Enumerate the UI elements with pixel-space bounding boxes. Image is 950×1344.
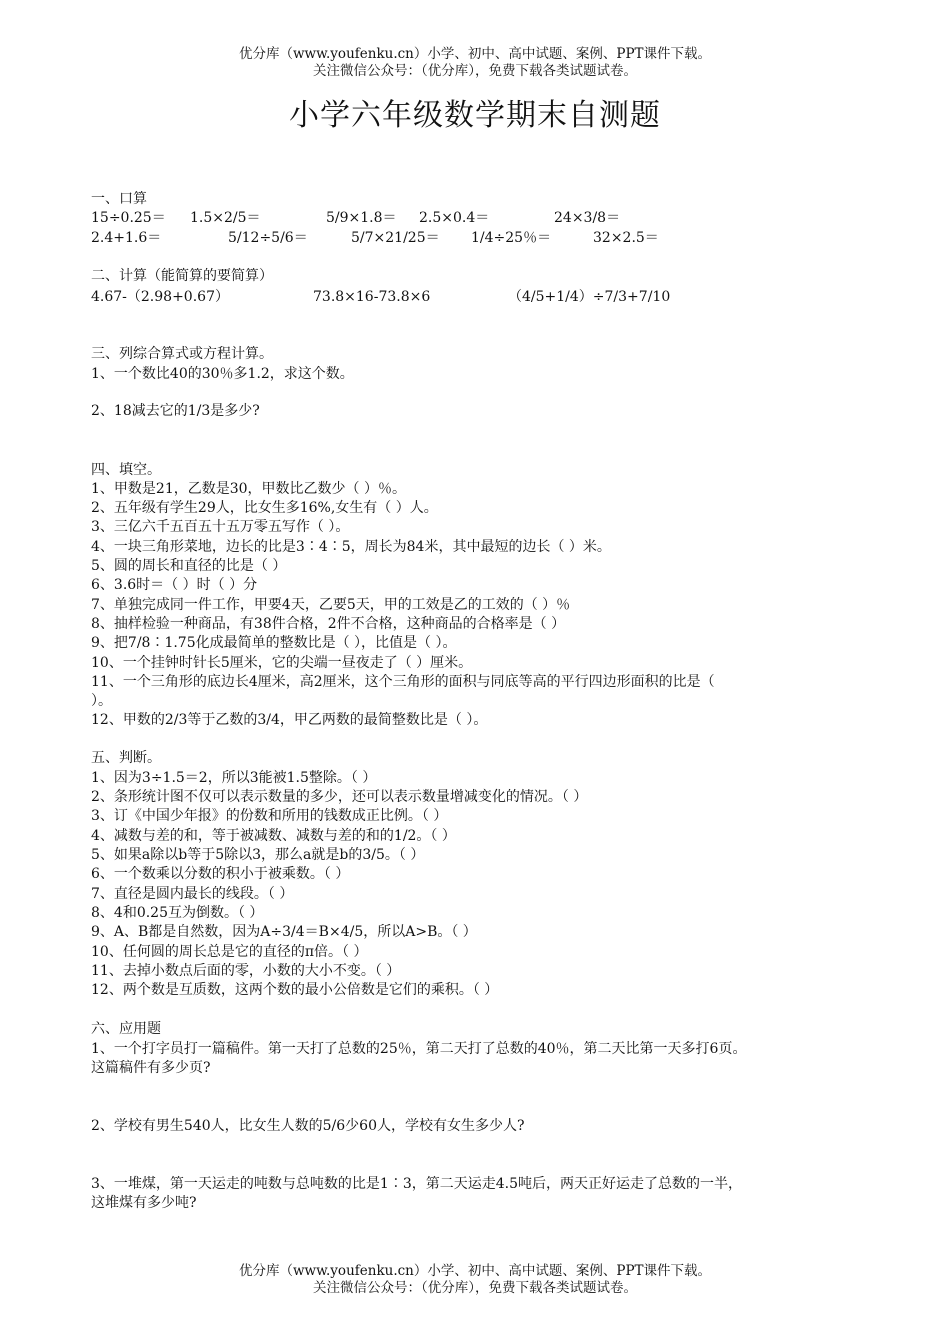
judge-item: 4、减数与差的和，等于被减数、减数与差的和的1/2。（ ） <box>91 828 456 844</box>
header-line-1: 优分库（www.youfenku.cn）小学、初中、高中试题、案例、PPT课件下载。 <box>238 46 712 62</box>
judge-item: 5、如果a除以b等于5除以3，那么a就是b的3/5。（ ） <box>91 847 425 863</box>
judge-item: 9、A、B都是自然数，因为A÷3/4＝B×4/5，所以A>B。（ ） <box>91 924 477 940</box>
fill-blank-item: 9、把7/8∶1.75化成最简单的整数比是（ ），比值是（ ）。 <box>91 635 457 651</box>
fill-blank-item: 11、一个三角形的底边长4厘米，高2厘米，这个三角形的面积与同底等高的平行四边形面积的比是（ <box>91 674 715 690</box>
oral-calc-item: 2.4+1.6＝ <box>91 230 162 246</box>
fill-blank-item: 6、3.6时＝（ ）时（ ）分 <box>91 577 258 593</box>
oral-calc-item: 5/9×1.8＝ <box>326 210 397 226</box>
word-problem: 1、一个打字员打一篇稿件。第一天打了总数的25％，第二天打了总数的40％，第二天比第一天多打6页。 <box>91 1041 747 1057</box>
fill-blank-item: 5、圆的周长和直径的比是（ ） <box>91 558 287 574</box>
word-problem-continued: 这堆煤有多少吨? <box>91 1195 197 1211</box>
fill-blank-item: 12、甲数的2/3等于乙数的3/4，甲乙两数的最简整数比是（ ）。 <box>91 712 488 728</box>
judge-item: 3、订《中国少年报》的份数和所用的钱数成正比例。（ ） <box>91 808 448 824</box>
footer-line-1: 优分库（www.youfenku.cn）小学、初中、高中试题、案例、PPT课件下载。 <box>238 1263 712 1279</box>
section-2-heading: 二、计算（能简算的要简算） <box>91 268 273 284</box>
judge-item: 1、因为3÷1.5＝2，所以3能被1.5整除。（ ） <box>91 770 377 786</box>
oral-calc-item: 5/7×21/25＝ <box>351 230 440 246</box>
judge-item: 10、任何圆的周长总是它的直径的π倍。（ ） <box>91 944 368 960</box>
fill-blank-item: 10、一个挂钟时针长5厘米，它的尖端一昼夜走了（ ）厘米。 <box>91 655 473 671</box>
section-3-heading: 三、列综合算式或方程计算。 <box>91 346 273 362</box>
section-5-heading: 五、判断。 <box>91 750 161 766</box>
calc-item: （4/5+1/4）÷7/3+7/10 <box>508 289 671 305</box>
fill-blank-item: 4、一块三角形菜地，边长的比是3∶4∶5，周长为84米，其中最短的边长（ ）米。 <box>91 539 611 555</box>
oral-calc-item: 15÷0.25＝ <box>91 210 166 226</box>
fill-blank-item: 1、甲数是21，乙数是30，甲数比乙数少（ ）％。 <box>91 481 406 497</box>
oral-calc-item: 1.5×2/5＝ <box>190 210 261 226</box>
judge-item: 8、4和0.25互为倒数。（ ） <box>91 905 264 921</box>
oral-calc-item: 2.5×0.4＝ <box>419 210 490 226</box>
calc-item: 4.67-（2.98+0.67） <box>91 289 229 305</box>
page-title: 小学六年级数学期末自测题 <box>289 98 661 133</box>
word-problem-continued: 这篇稿件有多少页? <box>91 1060 211 1076</box>
judge-item: 6、一个数乘以分数的积小于被乘数。（ ） <box>91 866 350 882</box>
header-line-2: 关注微信公众号：（优分库），免费下载各类试题试卷。 <box>313 63 637 79</box>
question: 2、18减去它的1/3是多少? <box>91 403 260 419</box>
word-problem: 2、学校有男生540人，比女生人数的5/6少60人，学校有女生多少人? <box>91 1118 525 1134</box>
judge-item: 11、去掉小数点后面的零，小数的大小不变。（ ） <box>91 963 401 979</box>
oral-calc-item: 32×2.5＝ <box>593 230 659 246</box>
question: 1、一个数比40的30％多1.2，求这个数。 <box>91 366 354 382</box>
judge-item: 2、条形统计图不仅可以表示数量的多少，还可以表示数量增减变化的情况。（ ） <box>91 789 588 805</box>
judge-item: 7、直径是圆内最长的线段。（ ） <box>91 886 294 902</box>
word-problem: 3、一堆煤，第一天运走的吨数与总吨数的比是1∶3，第二天运走4.5吨后，两天正好运走了总数的一半， <box>91 1176 742 1192</box>
oral-calc-item: 1/4÷25％＝ <box>471 230 552 246</box>
fill-blank-item: 3、三亿六千五百五十五万零五写作（ ）。 <box>91 519 350 535</box>
section-1-heading: 一、口算 <box>91 191 147 207</box>
fill-blank-item: 8、抽样检验一种商品，有38件合格，2件不合格，这种商品的合格率是（ ） <box>91 616 566 632</box>
calc-item: 73.8×16-73.8×6 <box>313 289 431 305</box>
section-4-heading: 四、填空。 <box>91 462 161 478</box>
fill-blank-item: 2、五年级有学生29人，比女生多16%,女生有（ ）人。 <box>91 500 438 516</box>
fill-blank-item-continued: ）。 <box>91 693 112 709</box>
section-6-heading: 六、应用题 <box>91 1021 161 1037</box>
oral-calc-item: 24×3/8＝ <box>554 210 621 226</box>
footer-line-2: 关注微信公众号：（优分库），免费下载各类试题试卷。 <box>313 1280 637 1296</box>
fill-blank-item: 7、单独完成同一件工作，甲要4天，乙要5天，甲的工效是乙的工效的（ ）％ <box>91 597 571 613</box>
oral-calc-item: 5/12÷5/6＝ <box>228 230 308 246</box>
judge-item: 12、两个数是互质数，这两个数的最小公倍数是它们的乘积。（ ） <box>91 982 499 998</box>
